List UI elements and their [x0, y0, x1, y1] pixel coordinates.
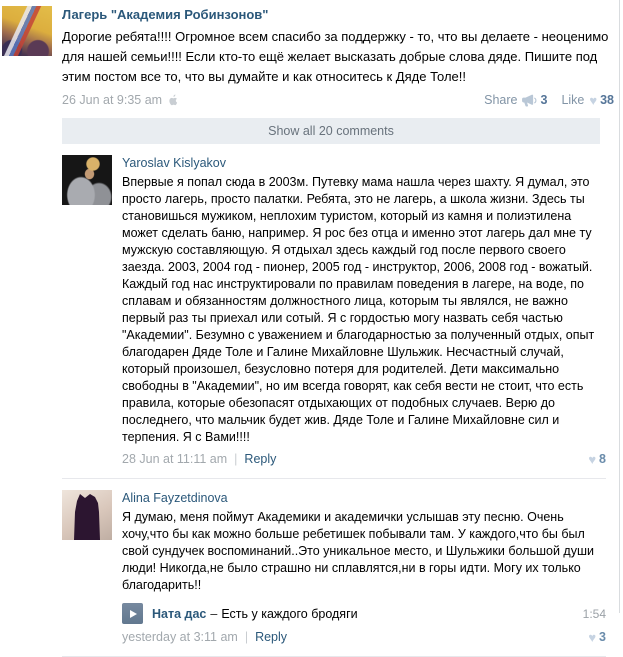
audio-duration: 1:54	[582, 606, 606, 621]
audio-title: Есть у каждого бродяги	[221, 606, 358, 621]
share-button[interactable]: Share	[484, 93, 518, 107]
post-text: Дорогие ребята!!!! Огромное всем спасибо за поддержку - то, что вы делаете - неоценимо для нашей семьи!!!! Если кто-то ещё желает высказать добрые слова дяде. Пишите под этим постом все то, что вы думайте и как относитесь к Дяде Толе!!	[62, 29, 609, 84]
comment-date-link[interactable]: yesterday at 3:11 am	[122, 630, 238, 644]
wall-post	[0, 0, 623, 107]
comment-body	[122, 155, 606, 466]
show-all-comments-button[interactable]: Show all 20 comments	[62, 118, 600, 144]
share-count[interactable]: 3	[540, 93, 548, 107]
apple-icon	[168, 94, 179, 107]
heart-icon: ♥	[588, 629, 597, 645]
play-button[interactable]	[122, 603, 143, 624]
post-meta-row	[62, 93, 614, 107]
play-icon	[130, 610, 137, 618]
comment-text: Впервые я попал сюда в 2003м. Путевку мама нашла через шахту. Я думал, это просто лагерь, просто палатки. Ребята, это не лагерь, а школа жизни. Здесь ты становишься мужиком, неплохим туристом, который из камня и полиэтилена может сделать баню, например. Я рос без отца и именно этот лагерь дал мне ту мужскую составляющую. Я отдыхал здесь каждый год после первого своего заезда. 2003, 2004 год - пионер, 2005 год - инструктор, 2006, 2008 год - вожатый. Каждый год нас инструктировали по правилам поведения в лагере, на воде, по сплавам и обязанностям должностного лица, которым ты являлся, не важно первый раз ты приехал или сотый. Я с гордостью могу назвать себя частью "Академии". Безумно с уважением и благодарностью за полученный отдых, опыт благодарен Дяде Толе и Галине Михайловне Шульжик. Несчастный случай, который произошел, безусловно потеря для родителей. Дети максимально свободны в "Академии", но им всегда говорят, как себя вести не стоит, что есть правила, которые обезопасят отдыхающих от подобных случаев. Верю до последнего, что мальчик будет жив. Дяде Толе и Галине Михайловне сил и терпения. Я с Вами!!!!	[122, 175, 595, 444]
separator: |	[244, 630, 249, 644]
post-author-avatar[interactable]	[2, 6, 52, 56]
heart-icon: ♥	[588, 451, 597, 467]
post-body	[62, 6, 614, 107]
comment-author-avatar[interactable]	[62, 155, 112, 205]
post-author-link[interactable]: Лагерь "Академия Робинзонов"	[62, 7, 269, 22]
audio-artist-link[interactable]: Ната дас	[152, 606, 207, 621]
page-right-border	[619, 0, 620, 613]
comment-row	[62, 479, 606, 644]
avatar-silhouette	[62, 490, 112, 540]
comment-like-count: 3	[599, 630, 606, 644]
post-date-link[interactable]: 26 Jun at 9:35 am	[62, 93, 163, 107]
comment-like-count: 8	[599, 452, 606, 466]
comment-footer	[122, 452, 606, 466]
comment-footer	[122, 630, 606, 644]
comment-date-link[interactable]: 28 Jun at 11:11 am	[122, 452, 228, 466]
comment-text: Я думаю, меня поймут Академики и академички услышав эту песню. Очень хочу,что бы как можно больше ребетишек побывали там. У каждого,что бы был свой сундучек воспоминаний..Это уникальное место, и Шульжики большой души люди! Никогда,не было страшно ни сплавлятся,ни в горы идти. Могу их только благодарить!!	[122, 510, 594, 592]
comment-like-control[interactable]	[588, 630, 606, 644]
comment-like-control[interactable]	[588, 452, 606, 466]
audio-attachment[interactable]	[122, 603, 606, 624]
avatar-flag-decoration	[2, 6, 52, 56]
comment-author-avatar[interactable]	[62, 490, 112, 540]
comments-list	[62, 144, 606, 657]
separator: |	[234, 452, 238, 466]
reply-button[interactable]: Reply	[255, 630, 288, 644]
audio-dash: –	[210, 606, 218, 621]
comment-author-link[interactable]: Alina Fayzetdinova	[122, 491, 228, 505]
comment-author-link[interactable]: Yaroslav Kislyakov	[122, 156, 226, 170]
comment-row	[62, 144, 606, 466]
like-count[interactable]: 38	[600, 93, 614, 107]
comment-body	[122, 490, 606, 644]
megaphone-icon	[522, 94, 537, 107]
reply-button[interactable]: Reply	[244, 452, 277, 466]
like-button[interactable]: Like	[561, 93, 585, 107]
post-actions	[484, 93, 614, 107]
heart-icon: ♥	[589, 92, 598, 108]
